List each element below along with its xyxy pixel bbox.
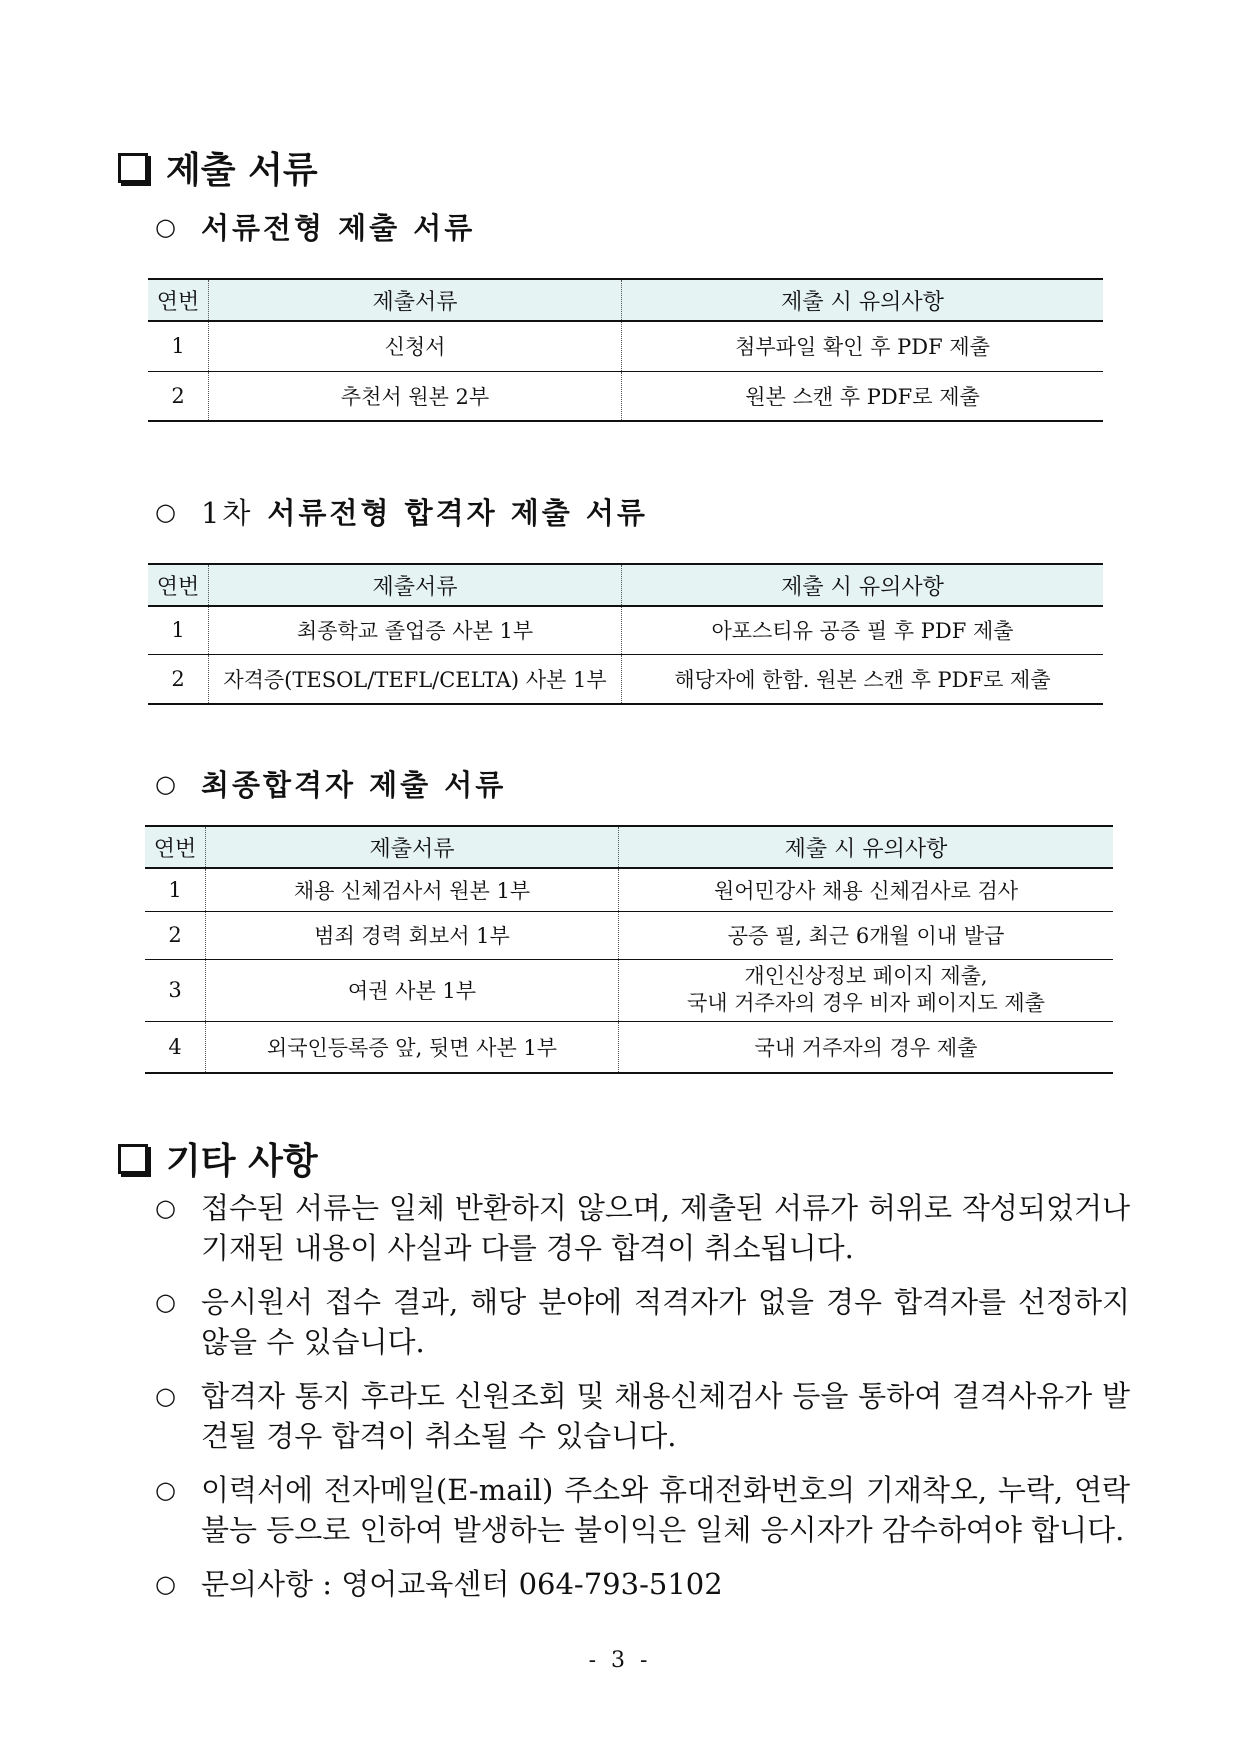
cell-document: 자격증(TESOL/TEFL/CELTA) 사본 1부 bbox=[209, 654, 622, 704]
cell-no: 1 bbox=[145, 868, 206, 911]
list-item bbox=[155, 1188, 1130, 1268]
cell-note: 첨부파일 확인 후 PDF 제출 bbox=[622, 321, 1104, 371]
header-note: 제출 시 유의사항 bbox=[619, 826, 1114, 868]
cell-document: 외국인등록증 앞, 뒷면 사본 1부 bbox=[206, 1021, 619, 1073]
cell-note-line: 개인신상정보 페이지 제출, bbox=[744, 964, 988, 988]
note-text: 문의사항 : 영어교육센터 064-793-5102 bbox=[201, 1567, 723, 1601]
header-note: 제출 시 유의사항 bbox=[622, 564, 1104, 606]
cell-note: 공증 필, 최근 6개월 이내 발급 bbox=[619, 911, 1114, 959]
section-title-documents bbox=[118, 142, 318, 193]
checkbox-square-icon bbox=[118, 1144, 148, 1174]
header-no: 연번 bbox=[145, 826, 206, 868]
list-item bbox=[155, 1564, 1130, 1604]
cell-no: 4 bbox=[145, 1021, 206, 1073]
subsection-title-1 bbox=[155, 206, 475, 247]
header-no: 연번 bbox=[148, 279, 209, 321]
table-row bbox=[148, 654, 1103, 704]
bullet-icon: ○ bbox=[155, 1476, 176, 1504]
table-row bbox=[145, 959, 1113, 1021]
cell-no: 1 bbox=[148, 321, 209, 371]
checkbox-square-icon bbox=[118, 153, 148, 183]
table-row bbox=[145, 868, 1113, 911]
table-row bbox=[148, 606, 1103, 654]
cell-document: 채용 신체검사서 원본 1부 bbox=[206, 868, 619, 911]
note-text: 합격자 통지 후라도 신원조회 및 채용신체검사 등을 통하여 결격사유가 발견될 경우 합격이 취소될 수 있습니다. bbox=[201, 1379, 1130, 1453]
table-row bbox=[145, 911, 1113, 959]
table-header-row bbox=[148, 279, 1103, 321]
subsection-title-2 bbox=[155, 491, 648, 532]
cell-document: 범죄 경력 회보서 1부 bbox=[206, 911, 619, 959]
cell-document: 추천서 원본 2부 bbox=[209, 371, 622, 421]
section-title-text: 기타 사항 bbox=[166, 1141, 318, 1182]
header-no: 연번 bbox=[148, 564, 209, 606]
section-title-etc bbox=[118, 1133, 318, 1184]
cell-no: 3 bbox=[145, 959, 206, 1021]
header-document: 제출서류 bbox=[209, 279, 622, 321]
cell-note bbox=[619, 959, 1114, 1021]
table-documents-2 bbox=[148, 563, 1103, 705]
list-item bbox=[155, 1282, 1130, 1362]
notes-list bbox=[155, 1188, 1130, 1618]
subsection-title-text: 최종합격자 제출 서류 bbox=[200, 768, 507, 802]
bullet-icon: ○ bbox=[155, 1288, 176, 1316]
table-row bbox=[148, 371, 1103, 421]
bullet-icon: ○ bbox=[155, 497, 179, 526]
list-item bbox=[155, 1470, 1130, 1550]
cell-document: 최종학교 졸업증 사본 1부 bbox=[209, 606, 622, 654]
table-header-row bbox=[148, 564, 1103, 606]
note-text: 응시원서 접수 결과, 해당 분야에 적격자가 없을 경우 합격자를 선정하지 않을 수 있습니다. bbox=[201, 1285, 1130, 1359]
bullet-icon: ○ bbox=[155, 212, 179, 241]
subsection-title-text: 서류전형 제출 서류 bbox=[200, 211, 476, 245]
cell-note: 원본 스캔 후 PDF로 제출 bbox=[622, 371, 1104, 421]
bullet-icon: ○ bbox=[155, 1570, 176, 1598]
subsection-title-prefix: 1차 bbox=[200, 496, 254, 530]
section-title-text: 제출 서류 bbox=[166, 150, 318, 191]
cell-document: 신청서 bbox=[209, 321, 622, 371]
cell-note: 국내 거주자의 경우 제출 bbox=[619, 1021, 1114, 1073]
note-text: 이력서에 전자메일(E-mail) 주소와 휴대전화번호의 기재착오, 누락, 연락 불능 등으로 인하여 발생하는 불이익은 일체 응시자가 감수하여야 합니다. bbox=[201, 1473, 1130, 1547]
subsection-title-3 bbox=[155, 763, 506, 804]
note-text: 접수된 서류는 일체 반환하지 않으며, 제출된 서류가 허위로 작성되었거나 기재된 내용이 사실과 다를 경우 합격이 취소됩니다. bbox=[201, 1191, 1130, 1265]
table-documents-3 bbox=[145, 825, 1113, 1074]
cell-note: 아포스티유 공증 필 후 PDF 제출 bbox=[622, 606, 1104, 654]
page-number: - 3 - bbox=[588, 1648, 652, 1673]
table-documents-1 bbox=[148, 278, 1103, 422]
header-document: 제출서류 bbox=[206, 826, 619, 868]
cell-document: 여권 사본 1부 bbox=[206, 959, 619, 1021]
cell-no: 2 bbox=[148, 371, 209, 421]
subsection-title-text: 서류전형 합격자 제출 서류 bbox=[267, 496, 648, 530]
cell-note: 해당자에 한함. 원본 스캔 후 PDF로 제출 bbox=[622, 654, 1104, 704]
cell-note-line: 국내 거주자의 경우 비자 페이지도 제출 bbox=[687, 991, 1045, 1015]
cell-no: 2 bbox=[145, 911, 206, 959]
cell-no: 2 bbox=[148, 654, 209, 704]
bullet-icon: ○ bbox=[155, 769, 179, 798]
header-note: 제출 시 유의사항 bbox=[622, 279, 1104, 321]
cell-note: 원어민강사 채용 신체검사로 검사 bbox=[619, 868, 1114, 911]
bullet-icon: ○ bbox=[155, 1382, 176, 1410]
bullet-icon: ○ bbox=[155, 1194, 176, 1222]
cell-no: 1 bbox=[148, 606, 209, 654]
table-row bbox=[148, 321, 1103, 371]
list-item bbox=[155, 1376, 1130, 1456]
table-row bbox=[145, 1021, 1113, 1073]
table-header-row bbox=[145, 826, 1113, 868]
header-document: 제출서류 bbox=[209, 564, 622, 606]
